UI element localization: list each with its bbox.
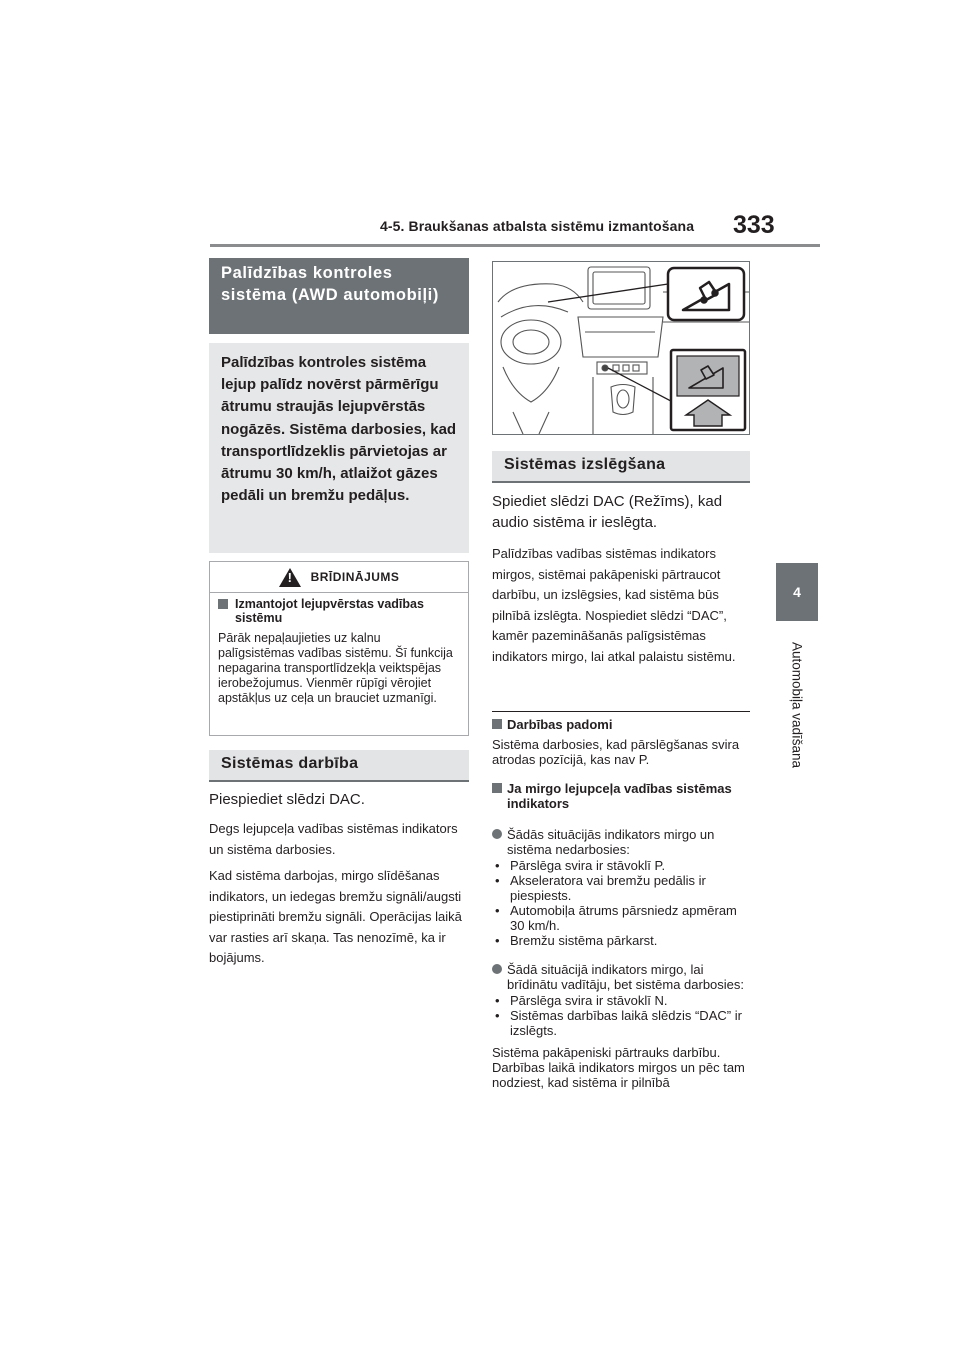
- warning-title: BRĪDINĀJUMS: [310, 570, 400, 584]
- section-title-operation: Sistēmas darbība: [209, 750, 469, 782]
- dashboard-illustration: [492, 261, 750, 435]
- off-body: Palīdzības vadības sistēmas indikators mirgos, sistēmai pakāpeniski pārtraucot darbību, un izslēgsies, kad sistēma būs pilnībā izslēgta. Nospiediet slēdzi “DAC”, kamēr pazemināšanās palīgsistēmas indikators mirgo, lai atkal palaistu sistēmu.: [492, 546, 736, 664]
- header-rule: [210, 244, 820, 247]
- page-number: 333: [733, 211, 775, 239]
- warning-header: [210, 562, 468, 593]
- off-text: [492, 491, 754, 667]
- tips-dot-2: Šādā situācijā indikators mirgo, lai brīdinātu vadītāju, bet sistēma darbosies:: [492, 962, 754, 992]
- tips-end: Sistēma pakāpeniski pārtrauks darbību. Darbības laikā indikators mirgos un pēc tam nodziest, kad sistēma ir pilnībā: [492, 1045, 745, 1090]
- warning-body: Pārāk nepaļaujieties uz kalnu palīgsistēmas vadības sistēmu. Šī funkcija nepagarina transportlīdzekļa veiktspējas ierobežojumus. Vienmēr rūpīgi vērojiet apstākļus uz ceļa un brauciet uzmanīgi.: [218, 631, 453, 705]
- tips-list2-item: • Sistēmas darbības laikā slēdzis “DAC” ir izslēgts.: [492, 1008, 754, 1038]
- tips-list2-item: • Pārslēga svira ir stāvoklī N.: [492, 993, 754, 1008]
- operation-p2: Kad sistēma darbojas, mirgo slīdēšanas indikators, un iedegas bremžu signāli/augsti piestiprināti bremžu signāli. Operācijas laikā var rasties arī skaņa. Tas nenozīmē, ka ir bojājums.: [209, 868, 462, 965]
- operation-text: [209, 790, 471, 969]
- chapter-label: Automobiļa vadīšana: [789, 641, 805, 769]
- section-title-assist: Palīdzības kontroles sistēma (AWD automobiļi): [209, 258, 469, 334]
- off-lead: Spiediet slēdzi DAC (Režīms), kad audio sistēma ir ieslēgta.: [492, 493, 723, 531]
- chapter-tab: 4: [776, 563, 818, 621]
- warning-triangle-icon: [279, 568, 301, 587]
- operation-lead: Piespiediet slēdzi DAC.: [209, 791, 365, 808]
- dashboard-drawing: [493, 262, 749, 434]
- section-title-off: Sistēmas izslēgšana: [492, 451, 750, 483]
- tips-dot-1: Šādās situācijās indikators mirgo un sistēma nedarbosies:: [492, 827, 754, 857]
- tips-p1: Sistēma darbosies, kad pārslēgšanas svira atrodas pozīcijā, kas nav P.: [492, 737, 740, 767]
- operation-p1: Degs lejupceļa vadības sistēmas indikators un sistēma darbosies.: [209, 821, 458, 857]
- warning-box: [209, 561, 469, 736]
- tips-list1-item: • Bremžu sistēma pārkarst.: [492, 933, 754, 948]
- divider-rule: [492, 711, 750, 712]
- warning-subtitle: Izmantojot lejupvērstas vadības sistēmu: [218, 597, 460, 625]
- tips-block: [492, 717, 754, 1090]
- section-intro: Palīdzības kontroles sistēma lejup palīdz novērst pārmērīgu ātrumu straujās lejupvērstās nogāzēs. Sistēma darbosies, kad transportlīdzeklis pārvietojas ar ātrumu 30 km/h, atlaižot gāzes pedāli un bremžu pedāļus.: [209, 343, 469, 553]
- tips-list1-item: • Automobiļa ātrums pārsniedz apmēram 30 km/h.: [492, 903, 754, 933]
- tips-list1-item: • Akseleratora vai bremžu pedālis ir piespiests.: [492, 873, 754, 903]
- tips-heading-flash: Ja mirgo lejupceļa vadības sistēmas indikators: [492, 781, 754, 811]
- running-header: 4-5. Braukšanas atbalsta sistēmu izmantošana: [380, 218, 695, 234]
- tips-heading: Darbības padomi: [492, 717, 754, 732]
- tips-list1-item: • Pārslēga svira ir stāvoklī P.: [492, 858, 754, 873]
